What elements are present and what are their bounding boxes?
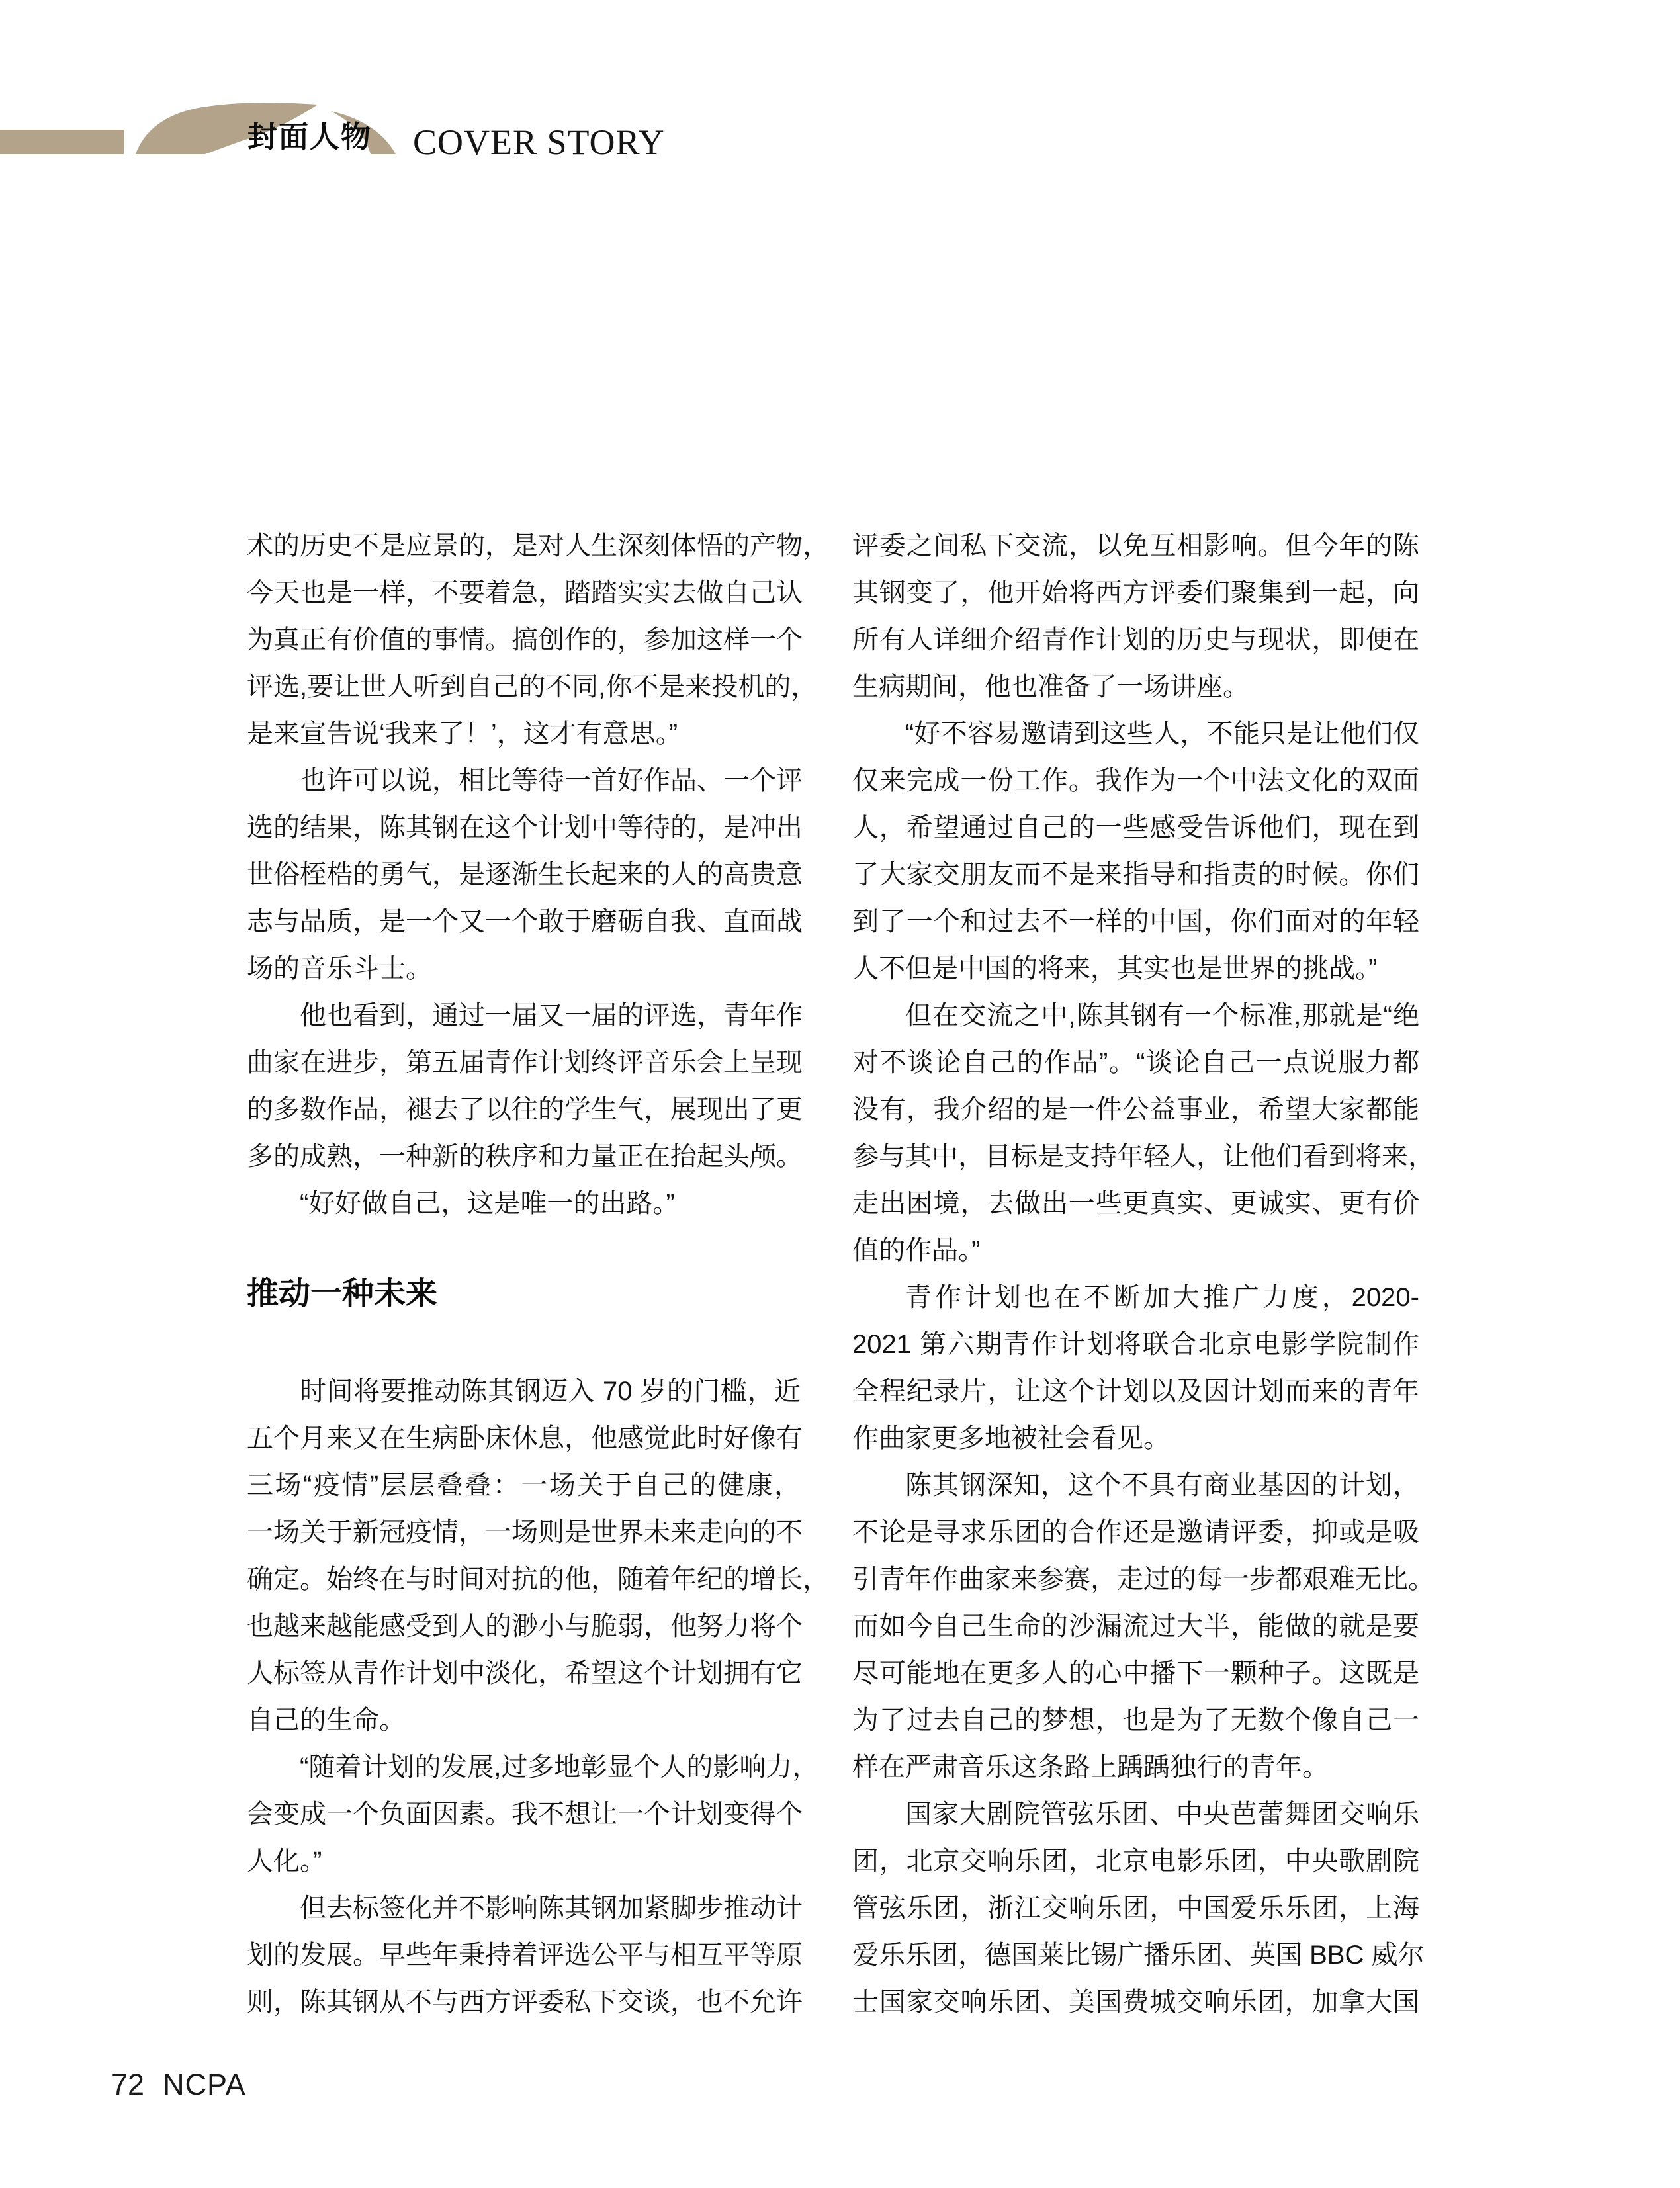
text-line: 走出困境，去做出一些更真实、更诚实、更有价 [852,1189,1419,1218]
text-line: 为真正有价值的事情。搞创作的，参加这样一个 [247,625,803,654]
page-footer [111,2070,246,2099]
text-line: 划的发展。早些年秉持着评选公平与相互平等原 [247,1941,803,1970]
text-line: 其钢变了，他开始将西方评委们聚集到一起，向 [852,578,1419,607]
right-column [852,523,1435,2026]
text-line: 参与其中，目标是支持年轻人，让他们看到将来， [852,1142,1435,1171]
section-title-english: COVER STORY [413,122,665,162]
text-line: 而如今自己生命的沙漏流过大半，能做的就是要 [852,1612,1419,1641]
text-line: 青作计划也在不断加大推广力度，2020- [905,1283,1419,1312]
text-line: 术的历史不是应景的，是对人生深刻体悟的产物， [247,531,829,560]
header-band [0,130,124,154]
text-line: 也许可以说，相比等待一首好作品、一个评 [300,766,803,795]
text-line: 是来宣告说‘我来了！’，这才有意思。” [247,719,678,748]
section-heading: 推动一种未来 [247,1276,438,1311]
text-line: 值的作品。” [852,1236,981,1265]
text-line: 选的结果，陈其钢在这个计划中等待的，是冲出 [247,813,803,842]
text-line: 自己的生命。 [247,1706,406,1735]
page-number: 72 [111,2068,145,2101]
text-line: 但去标签化并不影响陈其钢加紧脚步推动计 [300,1894,803,1923]
text-line: 到了一个和过去不一样的中国，你们面对的年轻 [852,907,1419,936]
text-line: 样在严肃音乐这条路上踽踽独行的青年。 [852,1753,1329,1782]
left-column [247,523,829,2026]
section-title-chinese: 封面人物 [247,120,373,153]
text-line: 团，北京交响乐团，北京电影乐团，中央歌剧院 [852,1847,1419,1876]
text-line: 2021 第六期青作计划将联合北京电影学院制作 [852,1330,1419,1359]
text-line: 但在交流之中,陈其钢有一个标准,那就是“绝 [905,1001,1419,1030]
text-line: 了大家交朋友而不是来指导和指责的时候。你们 [852,860,1419,889]
text-line: 他也看到，通过一届又一届的评选，青年作 [300,1001,803,1030]
text-line: 没有，我介绍的是一件公益事业，希望大家都能 [852,1095,1419,1124]
text-line: “好不容易邀请到这些人，不能只是让他们仅 [905,719,1419,748]
text-line: “随着计划的发展,过多地彰显个人的影响力， [300,1753,819,1782]
text-line: 场的音乐斗士。 [247,954,432,983]
text-line: 引青年作曲家来参赛，走过的每一步都艰难无比。 [852,1565,1435,1594]
text-line: 也越来越能感受到人的渺小与脆弱，他努力将个 [247,1612,803,1641]
text-line: 人不但是中国的将来，其实也是世界的挑战。” [852,954,1378,983]
text-line: 士国家交响乐团、美国费城交响乐团，加拿大国 [852,1988,1419,2017]
text-line: 志与品质，是一个又一个敢于磨砺自我、直面战 [247,907,803,936]
text-line: 的多数作品，褪去了以往的学生气，展现出了更 [247,1095,803,1124]
text-line: 人标签从青作计划中淡化，希望这个计划拥有它 [247,1659,803,1688]
text-line: 所有人详细介绍青作计划的历史与现状，即便在 [852,625,1419,654]
text-line: 全程纪录片，让这个计划以及因计划而来的青年 [852,1377,1419,1406]
text-line: 确定。始终在与时间对抗的他，随着年纪的增长， [247,1565,829,1594]
text-line: 人化。” [247,1847,322,1876]
text-line: 评选,要让世人听到自己的不同,你不是来投机的， [247,672,818,701]
text-line: 国家大剧院管弦乐团、中央芭蕾舞团交响乐 [905,1800,1419,1829]
text-line: 一场关于新冠疫情，一场则是世界未来走向的不 [247,1518,803,1547]
text-line: 为了过去自己的梦想，也是为了无数个像自己一 [852,1706,1419,1735]
text-line: 爱乐乐团，德国莱比锡广播乐团、英国 BBC 威尔 [852,1941,1425,1970]
text-line: 尽可能地在更多人的心中播下一颗种子。这既是 [852,1659,1419,1688]
text-line: 五个月来又在生病卧床休息，他感觉此时好像有 [247,1424,803,1453]
text-line: 管弦乐团，浙江交响乐团，中国爱乐乐团，上海 [852,1894,1419,1923]
text-line: 仅来完成一份工作。我作为一个中法文化的双面 [852,766,1419,795]
text-line: 多的成熟，一种新的秩序和力量正在抬起头颅。 [247,1142,803,1171]
text-line: “好好做自己，这是唯一的出路。” [300,1189,675,1218]
text-line: 评委之间私下交流，以免互相影响。但今年的陈 [852,531,1419,560]
magazine-name: NCPA [163,2068,246,2101]
text-line: 会变成一个负面因素。我不想让一个计划变得个 [247,1800,803,1829]
text-line: 世俗桎梏的勇气，是逐渐生长起来的人的高贵意 [247,860,803,889]
text-line: 陈其钢深知，这个不具有商业基因的计划， [905,1471,1419,1500]
text-line: 今天也是一样，不要着急，踏踏实实去做自己认 [247,578,803,607]
text-line: 对不谈论自己的作品”。“谈论自己一点说服力都 [852,1048,1419,1077]
text-line: 生病期间，他也准备了一场讲座。 [852,672,1249,701]
text-line: 人，希望通过自己的一些感受告诉他们，现在到 [852,813,1419,842]
text-line: 三场“疫情”层层叠叠：一场关于自己的健康， [247,1471,801,1500]
text-line: 不论是寻求乐团的合作还是邀请评委，抑或是吸 [852,1518,1419,1547]
text-line: 则，陈其钢从不与西方评委私下交谈，也不允许 [247,1988,803,2017]
text-line: 曲家在进步，第五届青作计划终评音乐会上呈现 [247,1048,803,1077]
text-line: 作曲家更多地被社会看见。 [852,1424,1170,1453]
text-line: 时间将要推动陈其钢迈入 70 岁的门槛，近 [300,1377,801,1406]
